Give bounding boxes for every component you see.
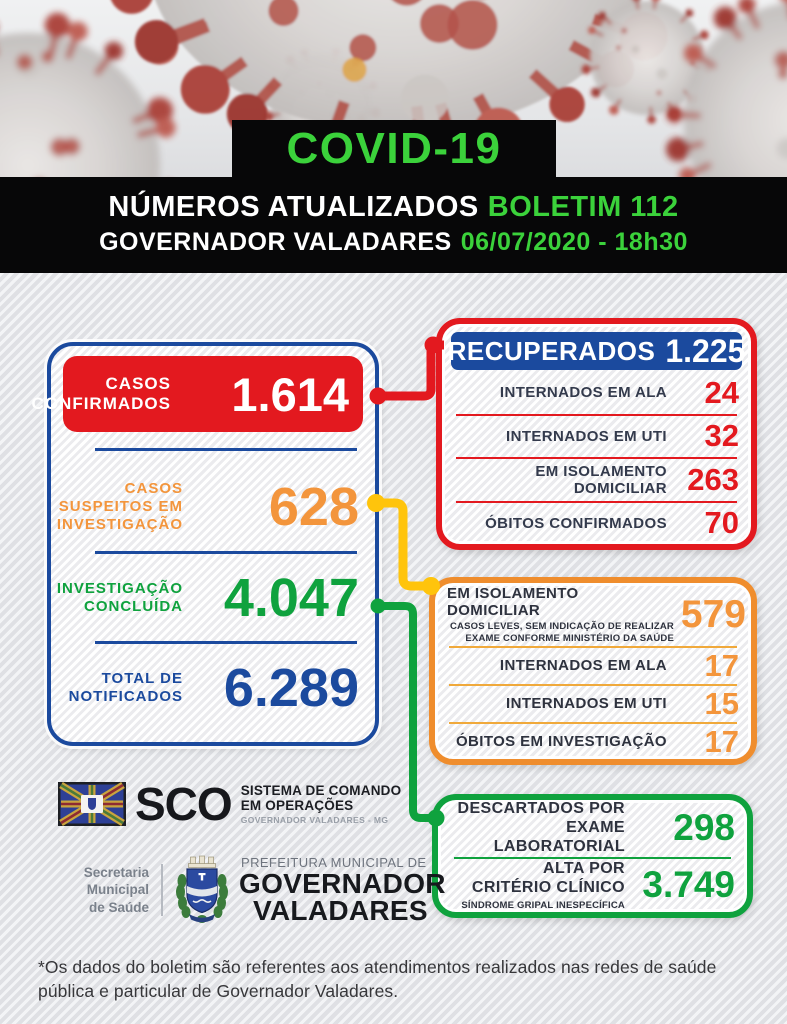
city-name-line: GOVERNADOR <box>239 868 446 900</box>
sco-subline: GOVERNADOR VALADARES - MG <box>240 814 389 825</box>
stat-value: 24 <box>704 374 739 410</box>
connector-red <box>378 345 444 396</box>
label-line: CASOS <box>105 373 171 393</box>
city-hall-header: PREFEITURA MUNICIPAL DE <box>241 855 427 871</box>
summary-panel <box>31 342 379 746</box>
stat-value: 15 <box>704 685 739 721</box>
sublabel-line: EXAME CONFORME MINISTÉRIO DA SAÚDE <box>465 633 674 645</box>
investigation-done-value: 4.047 <box>223 567 359 628</box>
sco-acronym: SCO <box>135 778 232 830</box>
recovered-value: 1.225 <box>665 332 746 369</box>
stat-label: EM ISOLAMENTO DOMICILIAR <box>447 585 579 619</box>
stat-row-ward <box>435 648 751 684</box>
stat-label: INTERNADOS EM ALA <box>499 657 667 675</box>
recovered-panel <box>436 318 757 550</box>
stat-label: ÓBITOS CONFIRMADOS <box>485 514 667 532</box>
stat-label <box>438 800 625 857</box>
suspected-cases-row <box>56 463 363 551</box>
stat-label: INTERNADOS EM ALA <box>499 384 667 402</box>
stat-value: 17 <box>704 647 739 683</box>
stat-row-lab-discarded <box>438 800 747 857</box>
stat-row-ward <box>442 372 751 414</box>
label-line: NOTIFICADOS <box>68 688 183 706</box>
stat-value: 579 <box>680 593 746 637</box>
covid-title: COVID-19 <box>286 123 502 173</box>
label-line: EXAME LABORATORIAL <box>493 818 625 855</box>
isolation-main-label <box>447 585 674 646</box>
stat-row-clinical-discharge <box>438 859 747 912</box>
connector-yellow <box>376 503 430 586</box>
recovered-header <box>447 332 746 370</box>
hero-banner <box>0 0 787 273</box>
isolation-panel <box>429 577 757 765</box>
stat-label: INTERNADOS EM UTI <box>506 427 667 445</box>
sco-logo <box>58 778 402 830</box>
stat-value: 298 <box>673 807 735 849</box>
label-line: CRITÉRIO CLÍNICO <box>471 878 625 896</box>
city-hall-text <box>239 855 446 925</box>
label-line: SUSPEITOS EM <box>58 497 183 515</box>
stat-sublabel <box>447 621 674 646</box>
coat-of-arms-icon <box>175 855 229 925</box>
covid-title-badge <box>232 120 556 177</box>
stat-value: 32 <box>704 418 739 454</box>
stat-row-home-isolation <box>442 459 751 501</box>
bulletin-line <box>0 191 787 224</box>
label-line: CONFIRMADOS <box>31 394 171 413</box>
suspected-cases-label <box>57 480 183 533</box>
stat-label <box>461 860 625 911</box>
confirmed-cases-value: 1.614 <box>231 367 349 421</box>
confirmed-cases-card <box>31 356 363 432</box>
stat-value: 70 <box>704 505 739 541</box>
stat-value: 17 <box>704 723 739 759</box>
stat-label: ÓBITOS EM INVESTIGAÇÃO <box>455 733 667 751</box>
investigation-done-row <box>56 554 363 642</box>
label-line: CONCLUÍDA <box>84 597 183 615</box>
stat-row-deaths-under-investigation <box>435 724 751 760</box>
divider <box>161 864 163 916</box>
label-line: TOTAL DE <box>101 670 183 688</box>
stat-value: 3.749 <box>642 864 735 906</box>
label-line: INVESTIGAÇÃO <box>56 515 183 533</box>
sco-text <box>241 783 402 826</box>
label-line: de Saúde <box>88 899 149 915</box>
label-line: CASOS <box>124 480 183 498</box>
stat-label: EM ISOLAMENTO DOMICILIAR <box>535 462 667 497</box>
divider <box>95 448 357 451</box>
city-name-line: VALADARES <box>253 895 428 927</box>
stat-value: 263 <box>687 461 739 497</box>
confirmed-cases-label <box>32 374 171 414</box>
label-line: ALTA POR <box>542 859 625 877</box>
label-line: Secretaria Municipal <box>83 864 149 898</box>
stat-row-confirmed-deaths <box>442 503 751 545</box>
sco-line: EM OPERAÇÕES <box>240 797 354 813</box>
investigation-done-label <box>57 580 183 615</box>
stat-label: INTERNADOS EM UTI <box>506 695 667 713</box>
recovered-title: RECUPERADOS <box>447 335 656 366</box>
bulletin-datetime: 06/07/2020 - 18h30 <box>460 228 688 256</box>
city-hall-logo-block <box>45 855 446 925</box>
sco-line: SISTEMA DE COMANDO <box>240 782 402 798</box>
sco-flag-icon <box>58 782 126 826</box>
city-name: GOVERNADOR VALADARES <box>99 228 452 256</box>
stat-sublabel: SÍNDROME GRIPAL INESPECÍFICA <box>461 899 625 911</box>
main-content <box>0 273 787 1024</box>
stat-row-icu <box>435 686 751 722</box>
label-line: INVESTIGAÇÃO <box>56 579 183 597</box>
sublabel-line: CASOS LEVES, SEM INDICAÇÃO DE REALIZAR <box>449 621 674 632</box>
total-notified-value: 6.289 <box>223 658 359 719</box>
total-notified-label <box>69 670 183 705</box>
health-secretary-label <box>45 864 149 917</box>
suspected-cases-value: 628 <box>268 476 359 537</box>
label-line: DESCARTADOS POR <box>457 800 625 817</box>
city-date-line <box>0 228 787 257</box>
stat-row-icu <box>442 416 751 458</box>
header-band <box>0 177 787 273</box>
stat-row-home-isolation-mild <box>435 583 751 646</box>
bulletin-line-text: NÚMEROS ATUALIZADOS <box>108 191 479 223</box>
total-notified-row <box>63 644 363 732</box>
bulletin-number: BOLETIM 112 <box>487 191 679 223</box>
footer-note: *Os dados do boletim são referentes aos atendimentos realizados nas redes de saúde pública e particular de Governador Valadares. <box>38 957 717 1001</box>
discarded-panel <box>432 794 753 918</box>
